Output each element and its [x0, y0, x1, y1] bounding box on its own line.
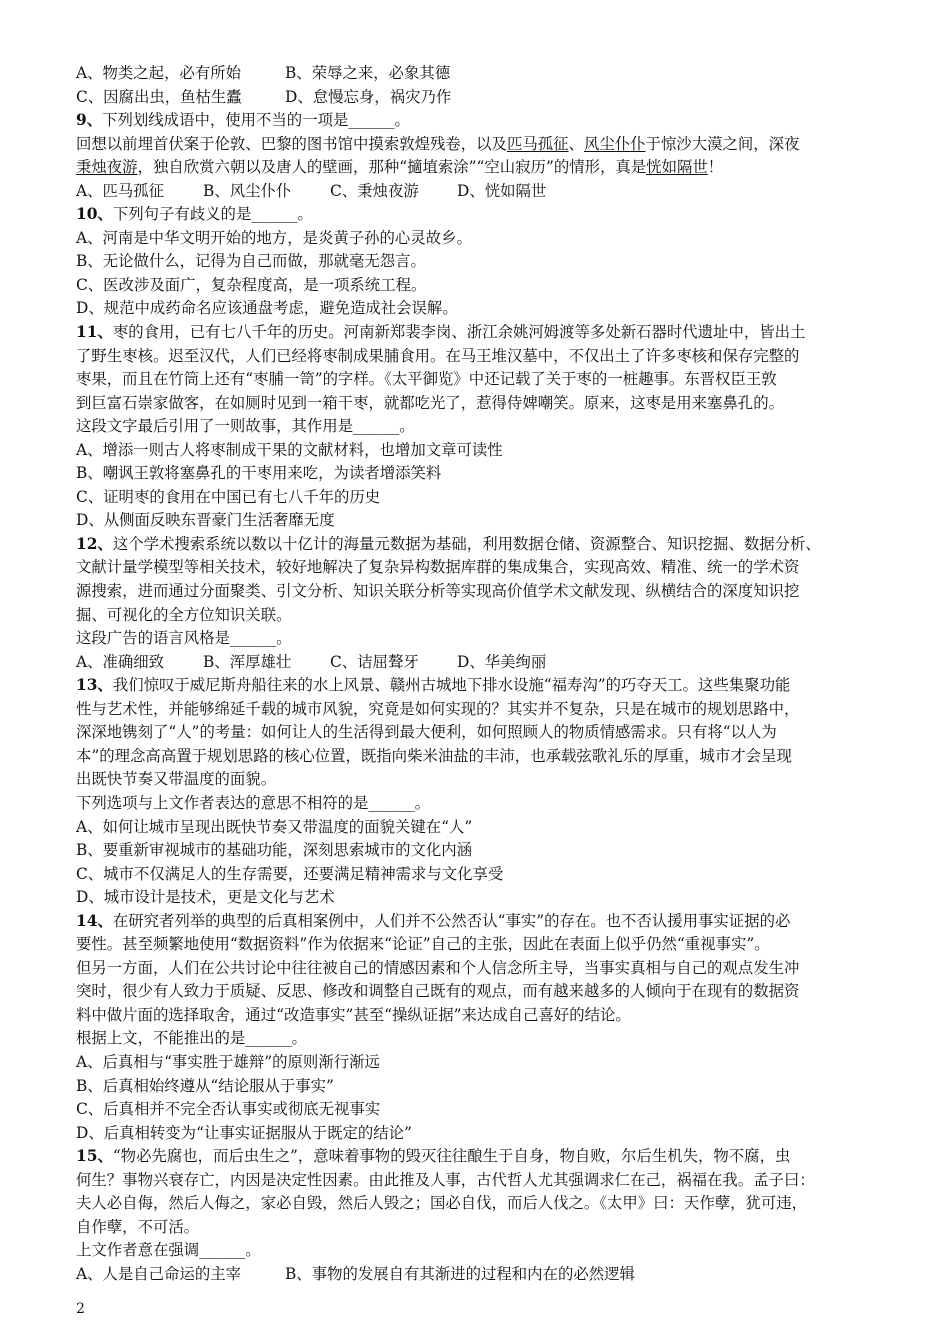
- q10-stem: [76, 203, 876, 227]
- q14-passage-text: 在研究者列举的典型的后真相案例中，人们并不公然否认“事实”的存在。也不否认援用事实证据的必: [112, 911, 791, 930]
- q12-passage-line-3: 源搜索，进而通过分面聚类、引文分析、知识关联分析等实现高价值学术文献发现、纵横结合的深度知识挖: [76, 582, 800, 601]
- q12-passage-text: 这个学术搜索系统以数以十亿计的海量元数据为基础，利用数据仓储、资源整合、知识挖掘、数据分析、: [112, 534, 821, 553]
- q13-passage-line-2: 性与艺术性，并能够绵延千载的城市风貌，究竟是如何实现的？其实并不复杂，只是在城市的规划思路中，: [76, 699, 800, 718]
- q13-stem: 下列选项与上文作者表达的意思不相符的是______。: [76, 793, 430, 812]
- q15-passage-line-4: 自作孽，不可活。: [76, 1217, 200, 1236]
- q9-number: 9、: [76, 111, 103, 130]
- q13-passage-text: 我们惊叹于威尼斯舟船往来的水上风景、赣州古城地下排水设施“福寿沟”的巧夺天工。这些集聚功能: [112, 676, 791, 695]
- q8-options-row-1: [76, 62, 876, 86]
- q13-passage-line-3: 深深地镌刻了“人”的考量：如何让人的生活得到最大便利，如何照顾人的物质情感需求。只有将“以人为: [76, 723, 777, 742]
- q10-number: 10、: [76, 205, 113, 224]
- q10-stem-text: 下列句子有歧义的是______。: [112, 205, 313, 224]
- q12-option-a: A、准确细致: [76, 652, 165, 671]
- q10-option-a: A、河南是中华文明开始的地方，是炎黄子孙的心灵故乡。: [76, 228, 472, 247]
- q13-passage-line-1: [76, 674, 876, 698]
- q10-option-d: D、规范中成药命名应该通盘考虑，避免造成社会误解。: [76, 299, 458, 318]
- q12-passage-line-1: [76, 533, 876, 557]
- q12-option-d: D、华美绚丽: [457, 652, 547, 671]
- q12-passage-line-2: 文献计量学模型等相关技术，较好地解决了复杂异构数据库群的集成集合，实现高效、精准、统一的学术资: [76, 558, 800, 577]
- q11-stem: 这段文字最后引用了一则故事，其作用是______。: [76, 417, 415, 436]
- q14-option-d: D、后真相转变为“让事实证据服从于既定的结论”: [76, 1123, 412, 1142]
- q9-separator: 、: [568, 134, 584, 153]
- q9-option-a: A、匹马孤征: [76, 181, 165, 200]
- q8-option-c: C、因腐出虫，鱼枯生蠹: [76, 87, 242, 106]
- q11-option-d: D、从侧面反映东晋豪门生活奢靡无度: [76, 511, 335, 530]
- q12-stem: 这段广告的语言风格是______。: [76, 629, 292, 648]
- q11-passage-text: 枣的食用，已有七八千年的历史。河南新郑裴李岗、浙江余姚河姆渡等多处新石器时代遗址中，皆出土: [112, 323, 806, 342]
- q9-stem: [76, 109, 876, 133]
- q14-option-c: C、后真相并不完全否认事实或彻底无视事实: [76, 1100, 381, 1119]
- q13-option-b: B、要重新审视城市的基础功能，深刻思索城市的文化内涵: [76, 841, 473, 860]
- q15-passage-line-3: 夫人必自侮，然后人侮之，家必自毁，然后人毁之；国必自伐，而后人伐之。《太甲》曰：天作孽，犹可违，: [76, 1194, 808, 1213]
- q11-passage-line-3: 枣果，而且在竹筒上还有“枣脯一笥”的字样。《太平御览》中还记载了关于枣的一桩趣事。东晋权臣王敦: [76, 370, 777, 389]
- q9-passage-text: ！: [707, 158, 724, 177]
- q15-number: 15、: [76, 1147, 113, 1166]
- q9-passage-line-1: [76, 133, 876, 157]
- q15-option-b: B、事物的发展自有其渐进的过程和内在的必然逻辑: [285, 1264, 635, 1283]
- q9-underlined-idiom-1: 匹马孤征: [506, 134, 569, 153]
- q8-options-row-2: [76, 86, 876, 110]
- q13-passage-line-4: 本”的理念高高置于规划思路的核心位置，既指向柴米油盐的丰沛，也承载弦歌礼乐的厚重，城市才会呈现: [76, 746, 792, 765]
- q9-stem-text: 下列划线成语中，使用不当的一项是______。: [102, 111, 410, 130]
- q15-passage-line-1: [76, 1145, 876, 1169]
- q11-option-a: A、增添一则古人将枣制成干果的文献材料，也增加文章可读性: [76, 440, 503, 459]
- q14-option-a: A、后真相与“事实胜于雄辩”的原则渐行渐远: [76, 1052, 380, 1071]
- q11-passage-line-1: [76, 321, 876, 345]
- q8-option-a: A、物类之起，必有所始: [76, 64, 242, 82]
- q15-option-a: A、人是自己命运的主宰: [76, 1264, 242, 1283]
- document-body: [76, 62, 876, 1286]
- q12-number: 12、: [76, 534, 113, 553]
- q8-option-b: B、荣辱之来，必象其德: [285, 64, 451, 82]
- q14-stem: 根据上文，不能推出的是______。: [76, 1029, 307, 1048]
- q9-passage-text: ，独自欣赏六朝以及唐人的壁画，那种“擿埴索涂”“空山寂历”的情形，真是: [137, 158, 647, 177]
- q14-passage-line-3: 但另一方面，人们在公共讨论中往往被自己的情感因素和个人信念所主导，当事实真相与自己的观点发生冲: [76, 958, 800, 977]
- page-number: 2: [76, 1301, 85, 1317]
- q13-number: 13、: [76, 676, 113, 695]
- q14-number: 14、: [76, 911, 113, 930]
- q15-stem: 上文作者意在强调______。: [76, 1241, 261, 1260]
- q11-passage-line-2: 了野生枣核。迟至汉代，人们已经将枣制成果脯食用。在马王堆汉墓中，不仅出土了许多枣核和保存完整的: [76, 346, 800, 365]
- q11-option-b: B、嘲讽王敦将塞鼻孔的干枣用来吃，为读者增添笑料: [76, 464, 442, 483]
- q13-passage-line-5: 出既快节奏又带温度的面貌。: [76, 770, 277, 789]
- q10-option-c: C、医改涉及面广，复杂程度高，是一项系统工程。: [76, 275, 427, 294]
- q12-passage-line-4: 掘、可视化的全方位知识关联。: [76, 605, 292, 624]
- q12-option-b: B、浑厚雄壮: [203, 652, 292, 671]
- q13-option-d: D、城市设计是技术，更是文化与艺术: [76, 888, 335, 907]
- q9-option-d: D、恍如隔世: [457, 181, 547, 200]
- q14-passage-line-4: 突时，很少有人致力于质疑、反思、修改和调整自己既有的观点，而有越来越多的人倾向于在现有的数据资: [76, 982, 800, 1001]
- q11-number: 11、: [76, 323, 113, 342]
- q8-option-d: D、怠慢忘身，祸灾乃作: [285, 87, 452, 106]
- q9-passage-text: 于惊沙大漠之间，深夜: [645, 134, 800, 153]
- q12-option-c: C、诘屈聱牙: [330, 652, 419, 671]
- q11-option-c: C、证明枣的食用在中国已有七八千年的历史: [76, 487, 381, 506]
- q14-passage-line-2: 要性。甚至频繁地使用“数据资料”作为依据来“论证”自己的主张，因此在表面上似乎仍然“重视事实”。: [76, 935, 770, 954]
- q9-underlined-idiom-3: 秉烛夜游: [76, 158, 138, 177]
- q9-passage-text: 回想以前埋首伏案于伦敦、巴黎的图书馆中摸索敦煌残卷，以及: [76, 134, 507, 153]
- q13-option-a: A、如何让城市呈现出既快节奏又带温度的面貌关键在“人”: [76, 817, 473, 836]
- q14-option-b: B、后真相始终遵从“结论服从于事实”: [76, 1076, 334, 1095]
- q13-option-c: C、城市不仅满足人的生存需要，还要满足精神需求与文化享受: [76, 864, 504, 883]
- q9-option-b: B、风尘仆仆: [203, 181, 292, 200]
- q11-passage-line-4: 到巨富石崇家做客，在如厕时见到一箱干枣，就都吃光了，惹得侍婢嘲笑。原来，这枣是用来塞鼻孔的。: [76, 393, 784, 412]
- q15-passage-line-2: 何生？事物兴衰存亡，内因是决定性因素。由此推及人事，古代哲人尤其强调求仁在己，祸福在我。孟子曰：: [76, 1170, 815, 1189]
- q15-options: [76, 1263, 876, 1287]
- q14-passage-line-5: 料中做片面的选择取舍，通过“改造事实”甚至“操纵证据”来达成自己喜好的结论。: [76, 1005, 631, 1024]
- q9-passage-line-2: [76, 156, 876, 180]
- q15-passage-text: “物必先腐也，而后虫生之”，意味着事物的毁灭往往酿生于自身，物自败，尔后生机失，物不腐，虫: [112, 1147, 791, 1166]
- q9-underlined-idiom-4: 恍如隔世: [646, 158, 708, 177]
- q10-option-b: B、无论做什么，记得为自己而做，那就毫无怨言。: [76, 252, 426, 271]
- q14-passage-line-1: [76, 910, 876, 934]
- q9-option-c: C、秉烛夜游: [330, 181, 419, 200]
- q12-options: [76, 651, 876, 675]
- q9-options: [76, 180, 876, 204]
- q9-underlined-idiom-2: 风尘仆仆: [583, 134, 646, 153]
